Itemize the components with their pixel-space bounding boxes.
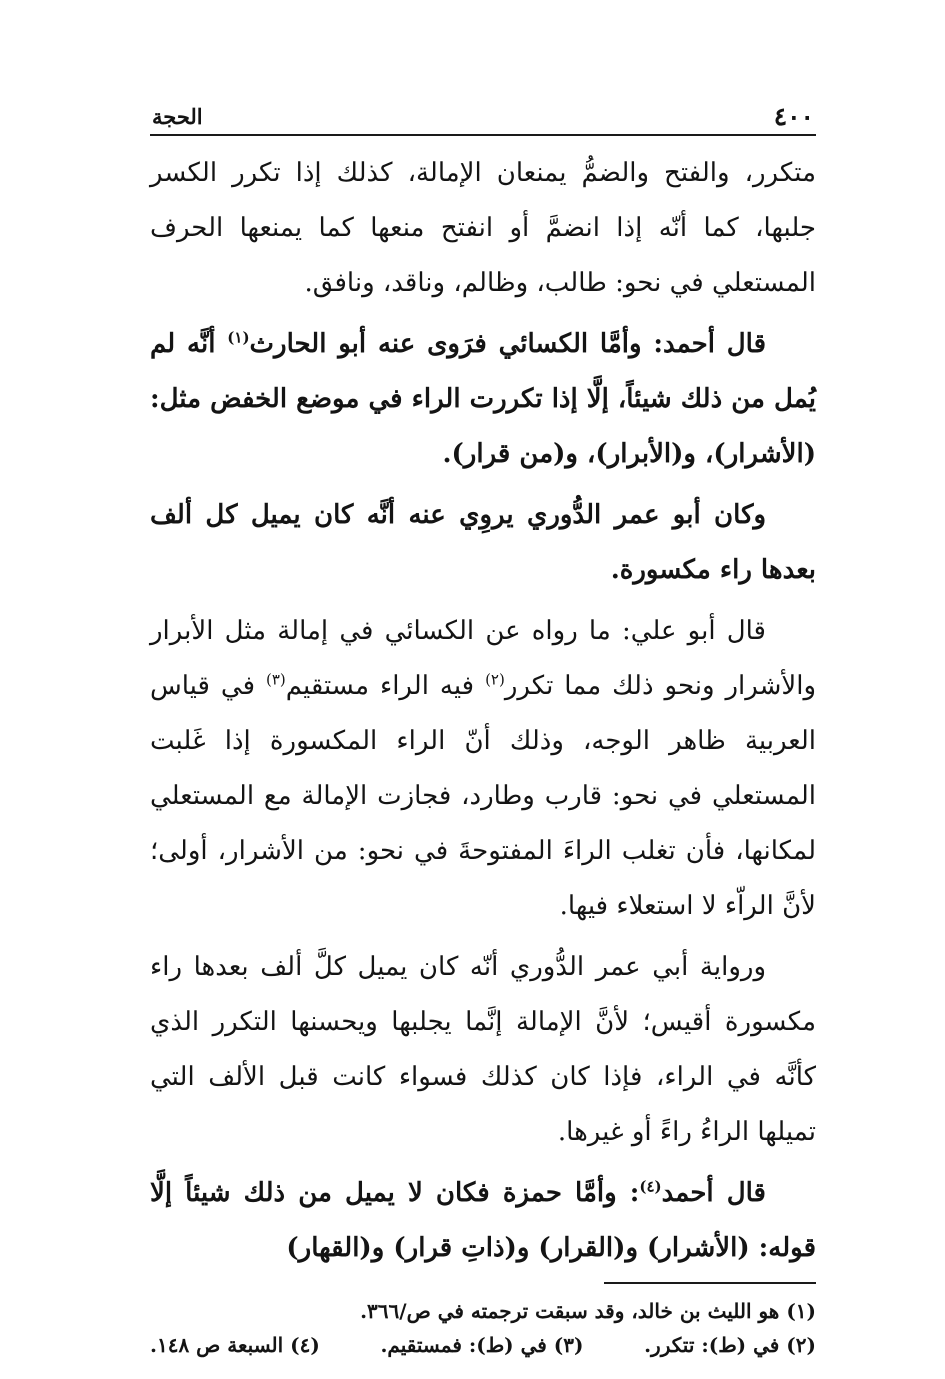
paragraph-6-text-b: : وأمَّا حمزة فكان لا يميل من ذلك شيئاً إلَّا قوله: (الأشرار) و(القرار) و(ذاتِ قرار) و(القهار): [150, 1178, 816, 1263]
paragraph-2: [150, 317, 816, 482]
page-header: [150, 100, 816, 136]
footnote-row: [150, 1328, 816, 1362]
paragraph-2-text-a: قال أحمد: وأمَّا الكسائي فرَوى عنه أبو الحارث: [249, 329, 766, 359]
paragraph-4-text-a: قال أبو علي: ما رواه عن الكسائي في إمالة مثل الأبرار والأشرار ونحو ذلك مما تكرر: [150, 616, 816, 701]
footnote-ref-2: (٢): [485, 670, 505, 689]
footnote-ref-4: (٤): [639, 1177, 662, 1196]
main-text: [150, 146, 816, 1276]
footnote-2: (٢) في (ط): تتكرر.: [644, 1333, 816, 1357]
paragraph-6-text-a: قال أحمد: [661, 1178, 766, 1208]
paragraph-6: [150, 1166, 816, 1276]
paragraph-2-text-b: أنَّه لم يُمل من ذلك شيئاً، إلَّا إذا تكررت الراء في موضع الخفض مثل: (الأشرار)، و(الأبرار)، و(من قرار).: [150, 329, 816, 469]
paragraph-4: [150, 604, 816, 934]
footnote-4: (٤) السبعة ص ١٤٨.: [150, 1333, 320, 1357]
footnote-ref-1: (١): [227, 328, 250, 347]
paragraph-3: وكان أبو عمر الدُّوري يروِي عنه أنَّه كان يميل كل ألف بعدها راء مكسورة.: [150, 500, 816, 585]
running-title: الحجة: [152, 104, 203, 129]
paragraph-1: متكرر، والفتح والضمُّ يمنعان الإمالة، كذلك إذا تكرر الكسر جلبها، كما أنّه إذا انضمَّ أو انفتح منعها كما يمنعها الحرف المستعلي في نحو: طالب، وظالم، وناقد، ونافق.: [150, 158, 816, 298]
footnote-ref-3: (٣): [265, 670, 286, 689]
footnote-1: (١) هو الليث بن خالد، وقد سبقت ترجمته في ص/٣٦٦.: [360, 1299, 816, 1323]
footnote-3: (٣) في (ط): فمستقيم.: [380, 1333, 584, 1357]
paragraph-5: ورواية أبي عمر الدُّوري أنّه كان يميل كلَّ ألف بعدها راء مكسورة أقيس؛ لأنَّ الإمالة إنَّما يجلبها ويحسنها التكرر الذي كأنَّه في الراء، فإذا كان كذلك فسواء كانت قبل الألف التي تميلها الراءُ راءً أو غيرها.: [150, 952, 816, 1147]
paragraph-4-text-c: في قياس العربية ظاهر الوجه، وذلك أنّ الراء المكسورة إذا غَلبت المستعلي في نحو: قارب وطارد، فجازت الإمالة مع المستعلي لمكانها، فأن تغلب الراءَ المفتوحةَ في نحو: من الأشرار، أولى؛ لأنَّ الراّء لا استعلاء فيها.: [150, 671, 816, 921]
footnote-divider: [604, 1282, 816, 1284]
paragraph-4-text-b: فيه الراء مستقيم: [285, 671, 486, 701]
page-number: ٤٠٠: [773, 102, 814, 131]
footnotes: [150, 1294, 816, 1362]
book-page: [150, 100, 816, 1357]
